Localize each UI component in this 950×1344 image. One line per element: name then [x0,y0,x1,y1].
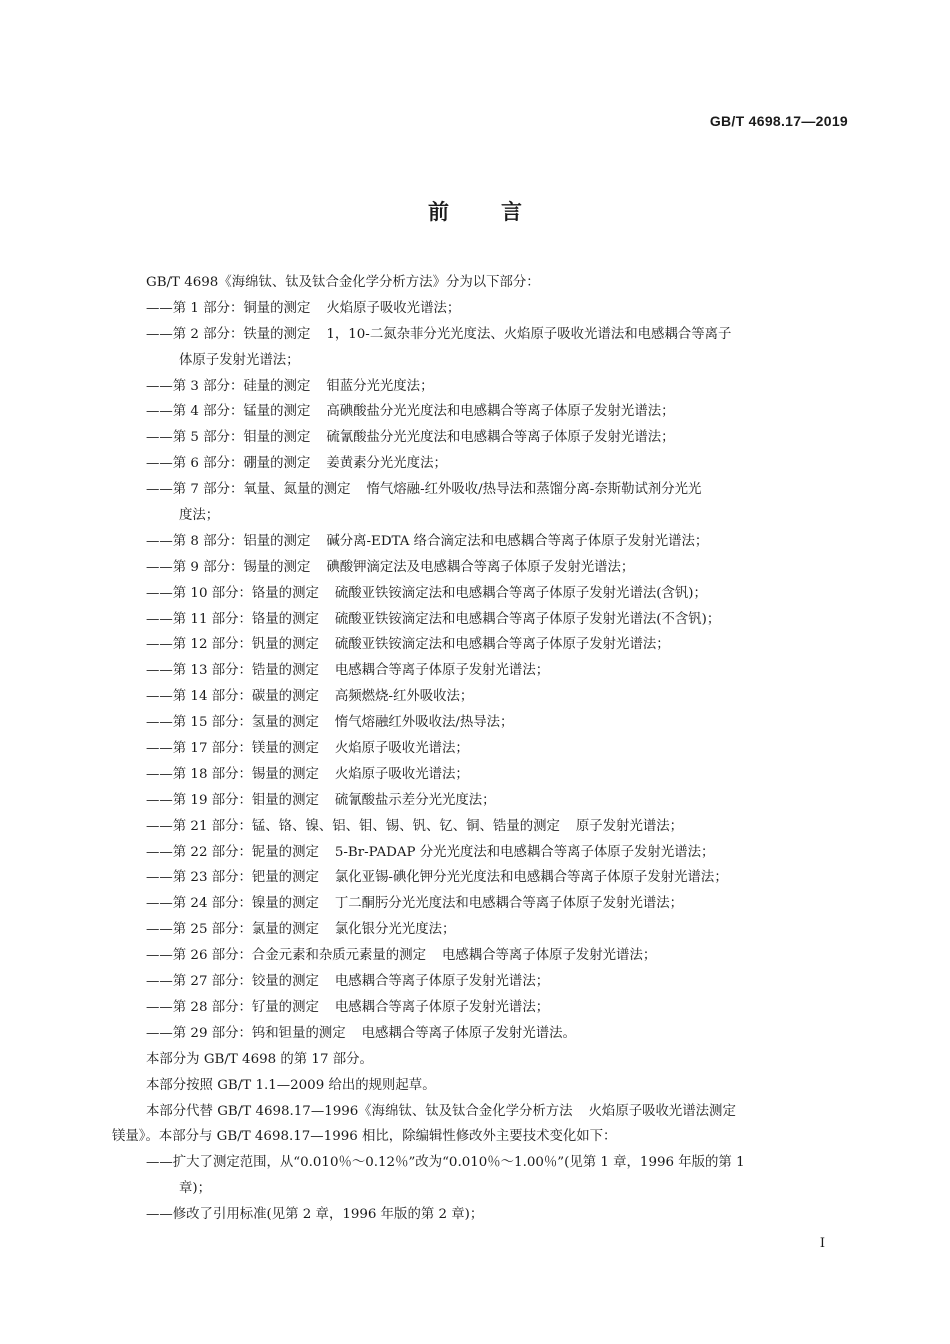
part-label: ——第 3 部分：硅量的测定 [146,378,311,394]
part-item [112,581,850,607]
part-label: ——第 19 部分：钼量的测定 [146,792,319,808]
part-item [112,995,850,1021]
change-item-references: ——修改了引用标准(见第 2 章，1996 年版的第 2 章)； [146,1207,484,1223]
part-item [112,917,850,943]
part-item [112,296,850,322]
part-item [112,943,850,969]
part-method: 电感耦合等离子体原子发射光谱法； [334,974,550,990]
part-label: ——第 23 部分：钯量的测定 [146,870,319,886]
part-method: 硫酸亚铁铵滴定法和电感耦合等离子体原子发射光谱法(含钒)； [334,585,707,601]
change-item-range-line1: ——扩大了测定范围，从“0.010％～0.12％”改为“0.010％～1.00％”(见第 1 章，1996 年版的第 1 [146,1155,745,1171]
part-item [112,374,850,400]
part-label: ——第 28 部分：钌量的测定 [146,999,319,1015]
part-item [112,840,850,866]
part-method: 姜黄素分光光度法； [326,456,447,472]
part-label: ——第 6 部分：硼量的测定 [146,456,311,472]
part-method: 钼蓝分光光度法； [326,378,434,394]
replaces-text-a: 本部分代替 GB/T 4698.17—1996《海绵钛、钛及钛合金化学分析方法 [146,1103,573,1119]
part-item [112,736,850,762]
part-label: ——第 4 部分：锰量的测定 [146,404,311,420]
part-item [112,788,850,814]
part-label: ——第 17 部分：镁量的测定 [146,741,319,757]
part-label: ——第 10 部分：铬量的测定 [146,585,319,601]
part-label: ——第 27 部分：铰量的测定 [146,974,319,990]
part-item [112,322,850,348]
parts-list [112,296,850,1047]
part-label: ——第 7 部分：氧量、氮量的测定 [146,482,351,498]
part-method: 火焰原子吸收光谱法； [326,300,461,316]
part-label: ——第 25 部分：氯量的测定 [146,922,319,938]
part-item [112,632,850,658]
part-label: ——第 21 部分：锰、铬、镍、铝、钼、锡、钒、钇、铜、锆量的测定 [146,818,560,834]
part-item [112,814,850,840]
paragraph-drafting-rules: 本部分按照 GB/T 1.1—2009 给出的规则起草。 [146,1077,436,1093]
part-method: 原子发射光谱法； [575,818,684,834]
part-method: 电感耦合等离子体原子发射光谱法。 [361,1025,576,1041]
part-method: 惰气熔融红外吸收法/热导法； [334,715,514,731]
part-label: ——第 11 部分：铬量的测定 [146,611,319,627]
paragraph-replaces-line2: 镁量》。本部分与 GB/T 4698.17—1996 相比，除编辑性修改外主要技术变化如下： [112,1129,617,1145]
part-method: 电感耦合等离子体原子发射光谱法； [334,663,550,679]
foreword-body [112,270,850,1228]
part-method: 碘酸钾滴定法及电感耦合等离子体原子发射光谱法； [326,559,635,575]
part-method: 高频燃烧-红外吸收法； [334,689,474,705]
part-method: 火焰原子吸收光谱法； [334,741,469,757]
replaces-text-b: 火焰原子吸收光谱法测定 [588,1103,736,1119]
part-label: ——第 1 部分：铜量的测定 [146,300,311,316]
part-item [112,607,850,633]
part-label: ——第 15 部分：氢量的测定 [146,715,319,731]
part-label: ——第 13 部分：锆量的测定 [146,663,319,679]
part-label: ——第 5 部分：钼量的测定 [146,430,311,446]
part-item [112,762,850,788]
part-item [112,529,850,555]
part-label: ——第 12 部分：钒量的测定 [146,637,319,653]
part-label: ——第 26 部分：合金元素和杂质元素量的测定 [146,948,426,964]
part-method: 电感耦合等离子体原子发射光谱法； [334,999,550,1015]
part-method: 火焰原子吸收光谱法； [334,766,469,782]
part-label: ——第 29 部分：钨和钽量的测定 [146,1025,346,1041]
standard-number: GB/T 4698.17—2019 [709,113,848,129]
change-item-range-line2: 章)； [179,1181,212,1197]
part-label: ——第 8 部分：铝量的测定 [146,533,311,549]
part-method: 碱分离-EDTA 络合滴定法和电感耦合等离子体原子发射光谱法； [326,533,709,549]
part-item [112,865,850,891]
part-label: ——第 2 部分：铁量的测定 [146,326,311,342]
part-item [112,425,850,451]
part-item [112,555,850,581]
part-method: 硫酸亚铁铵滴定法和电感耦合等离子体原子发射光谱法； [334,637,670,653]
part-method: 氯化银分光光度法； [334,922,456,938]
page-number: I [819,1236,825,1251]
part-item [112,710,850,736]
part-method: 1，10-二氮杂菲分光光度法、火焰原子吸收光谱法和电感耦合等离子 [326,326,732,342]
part-method: 丁二酮肟分光光度法和电感耦合等离子体原子发射光谱法； [334,896,684,912]
part-label: ——第 24 部分：镍量的测定 [146,896,319,912]
part-method: 硫氰酸盐示差分光光度法； [334,792,496,808]
part-item [112,891,850,917]
intro-paragraph: GB/T 4698《海绵钛、钛及钛合金化学分析方法》分为以下部分： [146,275,540,290]
paragraph-replaces-line1 [112,1099,850,1125]
part-item [112,451,850,477]
part-method: 硫酸亚铁铵滴定法和电感耦合等离子体原子发射光谱法(不含钒)； [334,611,721,627]
part-item [112,1021,850,1047]
part-item [112,399,850,425]
part-label: ——第 18 部分：锡量的测定 [146,766,319,782]
part-method: 硫氰酸盐分光光度法和电感耦合等离子体原子发射光谱法； [326,430,675,446]
paragraph-part-number: 本部分为 GB/T 4698 的第 17 部分。 [146,1051,373,1067]
part-item-continuation: 度法； [179,508,220,524]
part-method: 电感耦合等离子体原子发射光谱法； [441,948,657,964]
part-label: ——第 9 部分：锡量的测定 [146,559,311,575]
part-method: 惰气熔融-红外吸收/热导法和蒸馏分离-奈斯勒试剂分光光 [366,482,702,498]
part-item [112,477,850,503]
part-item [112,684,850,710]
part-method: 5-Br-PADAP 分光光度法和电感耦合等离子体原子发射光谱法； [334,844,715,860]
part-item [112,658,850,684]
part-label: ——第 22 部分：铌量的测定 [146,844,319,860]
part-item [112,969,850,995]
page-title: 前言 [428,200,574,224]
part-item-continuation: 体原子发射光谱法； [179,352,300,368]
part-label: ——第 14 部分：碳量的测定 [146,689,319,705]
part-method: 氯化亚锡-碘化钾分光光度法和电感耦合等离子体原子发射光谱法； [334,870,728,886]
part-method: 高碘酸盐分光光度法和电感耦合等离子体原子发射光谱法； [326,404,675,420]
